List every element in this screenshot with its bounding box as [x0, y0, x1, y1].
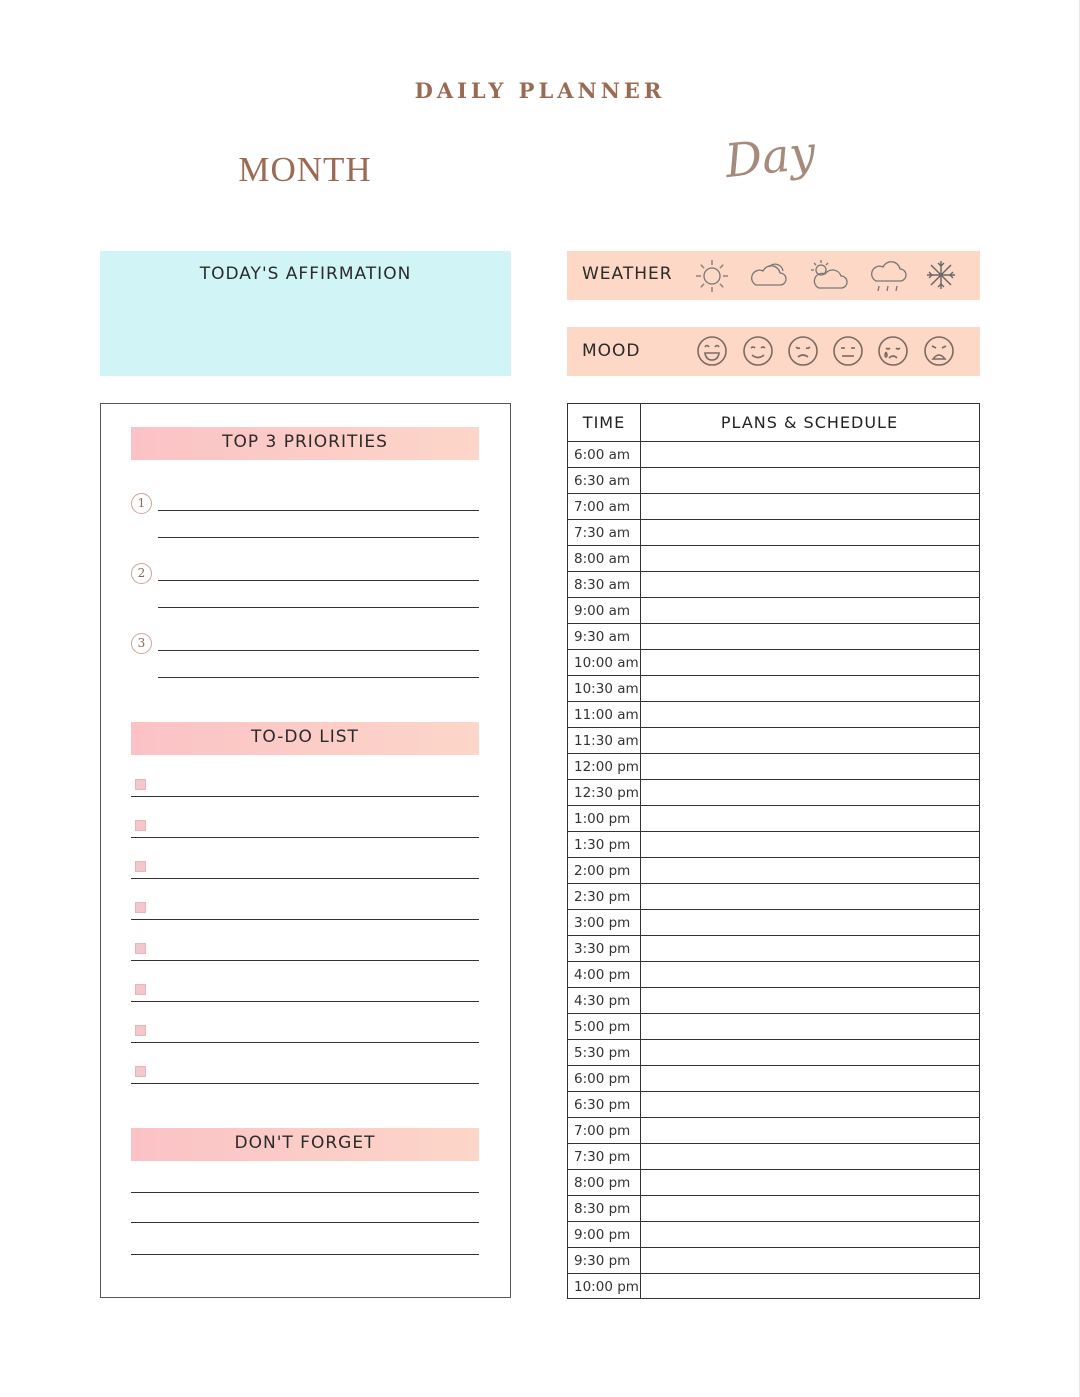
- todo-line[interactable]: [131, 837, 479, 838]
- mood-strip: [567, 327, 980, 376]
- schedule-row[interactable]: [568, 754, 979, 780]
- time-slot-label: 5:30 pm: [574, 1045, 631, 1061]
- schedule-row[interactable]: [568, 1118, 979, 1144]
- schedule-row[interactable]: [568, 442, 979, 468]
- time-slot-label: 7:00 am: [574, 499, 631, 515]
- todo-line[interactable]: [131, 1001, 479, 1002]
- mood-label: MOOD: [582, 341, 641, 361]
- time-slot-label: 5:00 pm: [574, 1019, 631, 1035]
- time-slot-label: 10:00 pm: [574, 1279, 639, 1295]
- todo-checkbox[interactable]: [135, 943, 146, 954]
- partly-cloudy-icon[interactable]: [807, 257, 851, 295]
- time-slot-label: 2:30 pm: [574, 889, 631, 905]
- schedule-row[interactable]: [568, 988, 979, 1014]
- todo-header: [131, 722, 479, 755]
- day-label: Day: [722, 124, 818, 189]
- schedule-row[interactable]: [568, 1196, 979, 1222]
- todo-checkbox[interactable]: [135, 820, 146, 831]
- todo-checkbox[interactable]: [135, 861, 146, 872]
- todo-checkbox[interactable]: [135, 779, 146, 790]
- priorities-title: TOP 3 PRIORITIES: [222, 432, 388, 452]
- dont-forget-header: [131, 1128, 479, 1161]
- time-slot-label: 6:30 pm: [574, 1097, 631, 1113]
- schedule-row[interactable]: [568, 520, 979, 546]
- page-title: DAILY PLANNER: [414, 78, 666, 103]
- time-slot-label: 7:00 pm: [574, 1123, 631, 1139]
- time-slot-label: 8:00 am: [574, 551, 631, 567]
- priority-number: 2: [131, 563, 152, 584]
- time-slot-label: 12:00 pm: [574, 759, 639, 775]
- schedule-table: [567, 403, 980, 1299]
- schedule-row[interactable]: [568, 598, 979, 624]
- schedule-row[interactable]: [568, 806, 979, 832]
- time-slot-label: 11:30 am: [574, 733, 639, 749]
- schedule-row[interactable]: [568, 624, 979, 650]
- time-slot-label: 6:00 pm: [574, 1071, 631, 1087]
- time-slot-label: 7:30 pm: [574, 1149, 631, 1165]
- cloud-icon[interactable]: [747, 257, 789, 295]
- todo-line[interactable]: [131, 878, 479, 879]
- schedule-row[interactable]: [568, 1170, 979, 1196]
- time-slot-label: 9:00 am: [574, 603, 631, 619]
- plans-column-header: PLANS & SCHEDULE: [720, 413, 899, 432]
- todo-line[interactable]: [131, 796, 479, 797]
- schedule-row[interactable]: [568, 1222, 979, 1248]
- smiling-face-icon[interactable]: [741, 334, 775, 368]
- time-slot-label: 6:00 am: [574, 447, 631, 463]
- time-slot-label: 8:00 pm: [574, 1175, 631, 1191]
- schedule-row[interactable]: [568, 1274, 979, 1299]
- todo-title: TO-DO LIST: [251, 727, 359, 747]
- priority-1-line[interactable]: [158, 510, 479, 511]
- time-slot-label: 12:30 pm: [574, 785, 639, 801]
- rain-cloud-icon[interactable]: [867, 257, 909, 297]
- left-panel: [100, 403, 511, 1298]
- time-slot-label: 4:30 pm: [574, 993, 631, 1009]
- priority-number: 3: [131, 633, 152, 654]
- todo-line[interactable]: [131, 1083, 479, 1084]
- dont-forget-title: DON'T FORGET: [234, 1133, 376, 1153]
- priority-2-line-2[interactable]: [158, 607, 479, 608]
- todo-checkbox[interactable]: [135, 984, 146, 995]
- time-slot-label: 10:30 am: [574, 681, 639, 697]
- todo-checkbox[interactable]: [135, 1066, 146, 1077]
- month-label: MONTH: [238, 150, 372, 189]
- todo-line[interactable]: [131, 960, 479, 961]
- weather-label: WEATHER: [582, 264, 673, 284]
- time-slot-label: 8:30 pm: [574, 1201, 631, 1217]
- schedule-row[interactable]: [568, 910, 979, 936]
- affirmation-box[interactable]: [100, 251, 511, 376]
- priority-3-line[interactable]: [158, 650, 479, 651]
- schedule-row[interactable]: [568, 702, 979, 728]
- priorities-header: [131, 427, 479, 460]
- schedule-row[interactable]: [568, 1066, 979, 1092]
- laughing-face-icon[interactable]: [695, 334, 729, 368]
- dont-forget-line[interactable]: [131, 1192, 479, 1193]
- schedule-row[interactable]: [568, 572, 979, 598]
- affirmation-label: TODAY'S AFFIRMATION: [199, 264, 412, 284]
- dont-forget-line[interactable]: [131, 1254, 479, 1255]
- schedule-row[interactable]: [568, 1014, 979, 1040]
- schedule-row[interactable]: [568, 1092, 979, 1118]
- priority-2-line[interactable]: [158, 580, 479, 581]
- schedule-row[interactable]: [568, 858, 979, 884]
- dont-forget-line[interactable]: [131, 1222, 479, 1223]
- worried-face-icon[interactable]: [786, 334, 820, 368]
- priority-3-line-2[interactable]: [158, 677, 479, 678]
- schedule-row[interactable]: [568, 884, 979, 910]
- sun-icon[interactable]: [693, 257, 731, 295]
- schedule-header: [568, 404, 979, 442]
- time-slot-label: 7:30 am: [574, 525, 631, 541]
- schedule-row[interactable]: [568, 936, 979, 962]
- todo-line[interactable]: [131, 1042, 479, 1043]
- schedule-row[interactable]: [568, 1040, 979, 1066]
- time-slot-label: 3:00 pm: [574, 915, 631, 931]
- time-slot-label: 4:00 pm: [574, 967, 631, 983]
- time-slot-label: 1:00 pm: [574, 811, 631, 827]
- schedule-row[interactable]: [568, 650, 979, 676]
- todo-checkbox[interactable]: [135, 902, 146, 913]
- schedule-row[interactable]: [568, 1144, 979, 1170]
- time-slot-label: 9:30 pm: [574, 1253, 631, 1269]
- priority-number: 1: [131, 493, 152, 514]
- todo-line[interactable]: [131, 919, 479, 920]
- time-slot-label: 6:30 am: [574, 473, 631, 489]
- schedule-row[interactable]: [568, 676, 979, 702]
- weather-strip: [567, 251, 980, 300]
- schedule-row[interactable]: [568, 1248, 979, 1274]
- priority-1-line-2[interactable]: [158, 537, 479, 538]
- time-slot-label: 9:00 pm: [574, 1227, 631, 1243]
- distressed-face-icon[interactable]: [922, 334, 956, 368]
- schedule-row[interactable]: [568, 962, 979, 988]
- time-slot-label: 10:00 am: [574, 655, 639, 671]
- time-slot-label: 11:00 am: [574, 707, 639, 723]
- time-slot-label: 2:00 pm: [574, 863, 631, 879]
- neutral-face-icon[interactable]: [831, 334, 865, 368]
- time-column-header: TIME: [582, 413, 626, 432]
- schedule-row[interactable]: [568, 728, 979, 754]
- schedule-row[interactable]: [568, 468, 979, 494]
- schedule-row[interactable]: [568, 546, 979, 572]
- crying-face-icon[interactable]: [876, 334, 910, 368]
- time-slot-label: 3:30 pm: [574, 941, 631, 957]
- todo-checkbox[interactable]: [135, 1025, 146, 1036]
- schedule-row[interactable]: [568, 780, 979, 806]
- schedule-row[interactable]: [568, 832, 979, 858]
- time-slot-label: 9:30 am: [574, 629, 631, 645]
- snowflake-icon[interactable]: [923, 257, 959, 293]
- time-slot-label: 1:30 pm: [574, 837, 631, 853]
- schedule-row[interactable]: [568, 494, 979, 520]
- time-slot-label: 8:30 am: [574, 577, 631, 593]
